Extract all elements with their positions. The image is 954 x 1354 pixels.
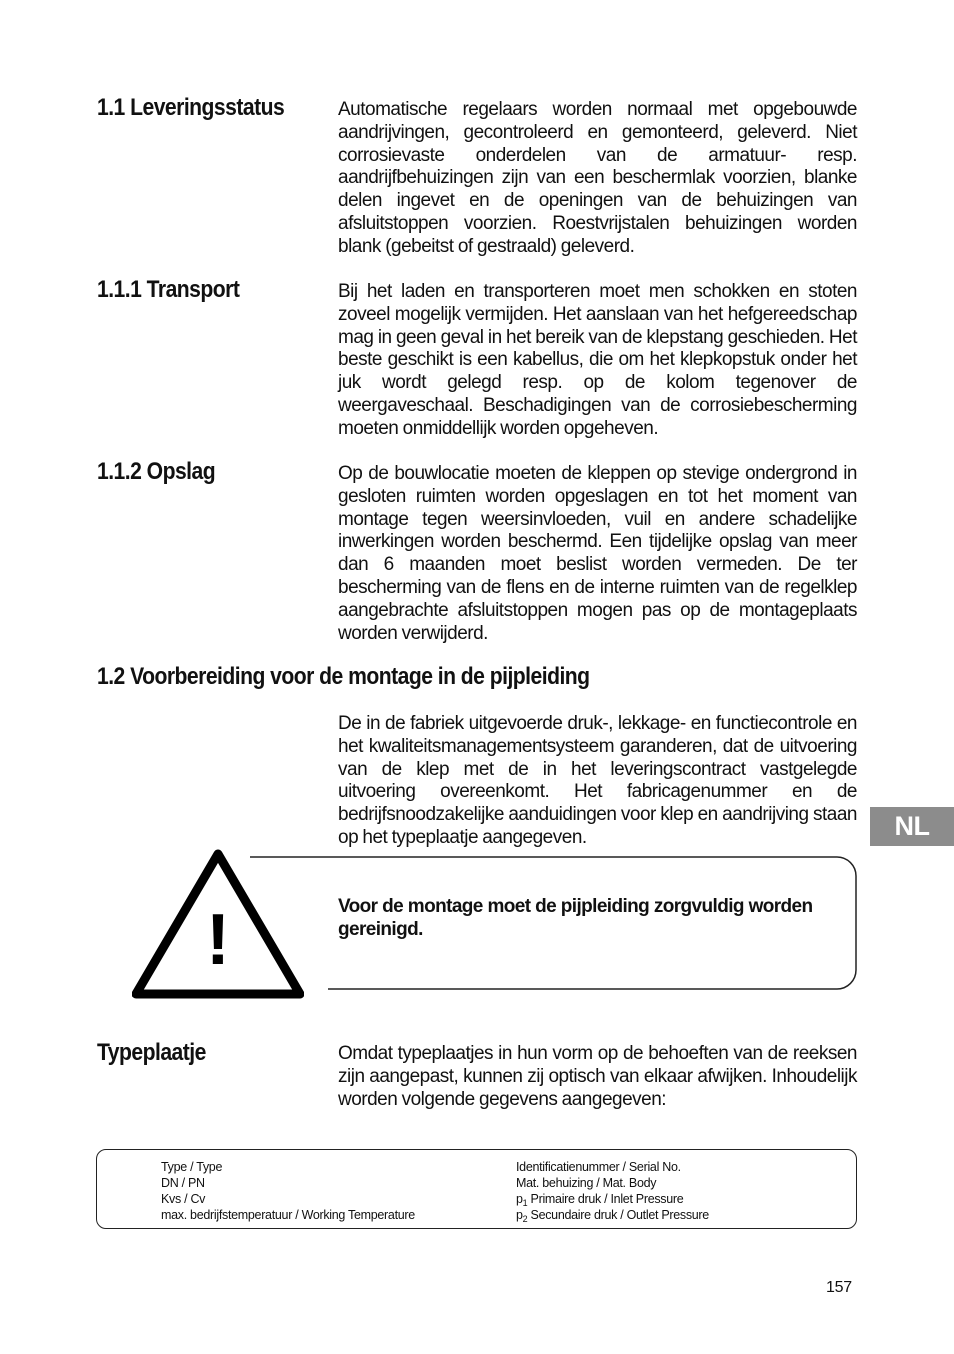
section-heading-voorbereiding: 1.2 Voorbereiding voor de montage in de pijpleiding (97, 663, 590, 690)
section-heading-typeplaatje: Typeplaatje (97, 1039, 206, 1066)
section-text-typeplaatje: Omdat typeplaatjes in hun vorm op de behoeften van de reeksen zijn aangepast, kunnen zij optisch van elkaar afwijken. Inhoudelijk worden volgende gegevens aangegeven: (338, 1043, 857, 1110)
type-plate-field-dn-pn: DN / PN (161, 1176, 205, 1190)
type-plate-right-column (516, 1159, 709, 1223)
section-text-leveringsstatus: Automatische regelaars worden normaal met opgebouwde aandrijvingen, gecontroleerd en gemonteerd, geleverd. Niet corrosievaste onderdelen van de armatuur- resp. aandrijfbehuizingen zijn van een beschermlak voorzien, blanke delen ingevet en de openingen van de behuizingen van afsluitstoppen voorzien. Roestvrijstalen behuizingen worden blank (gebeitst of gestraald) geleverd. (338, 99, 857, 257)
section-text-transport: Bij het laden en transporteren moet men schokken en stoten zoveel mogelijk vermijden. Het aanslaan van het hefgereedschap mag in geen geval in het bereik van de klepstang geschieden. Het beste geschikt is een kabellus, die om het klepkopstuk onder het juk wordt gelegd resp. op de kolom tegenover de weergaveschaal. Beschadigingen van de corrosiebescherming moeten onmiddellijk worden opgeheven. (338, 281, 857, 439)
warning-text: Voor de montage moet de pijpleiding zorgvuldig worden gereinigd. (338, 896, 813, 940)
p2-label: Secundaire druk / Outlet Pressure (527, 1208, 709, 1222)
p2-subscript: 2 (522, 1214, 528, 1224)
type-plate-field-serial: Identificatienummer / Serial No. (516, 1160, 681, 1174)
section-heading-transport: 1.1.1 Transport (97, 276, 240, 303)
language-tab: NL (870, 807, 954, 846)
type-plate-left-column (161, 1159, 415, 1223)
section-heading-leveringsstatus: 1.1 Leveringsstatus (97, 94, 285, 121)
type-plate-field-kvs-cv: Kvs / Cv (161, 1192, 206, 1206)
type-plate-field-mat-body: Mat. behuizing / Mat. Body (516, 1176, 657, 1190)
type-plate-field-type: Type / Type (161, 1160, 223, 1174)
section-text-voorbereiding: De in de fabriek uitgevoerde druk-, lekkage- en functiecontrole en het kwaliteitsmanagementsysteem garanderen, dat de uitvoering van de klep met de in het leveringscontract vastgelegde uitvoering overeenkomt. Het fabricagenummer en de bedrijfsnoodzakelijke aanduidingen voor klep en aandrijving staan op het typeplaatje aangegeven. (338, 713, 857, 848)
section-heading-opslag: 1.1.2 Opslag (97, 458, 216, 485)
p1-symbol: p (516, 1192, 523, 1206)
page-number: 157 (826, 1279, 852, 1296)
type-plate-field-p1 (516, 1191, 709, 1207)
type-plate-box (96, 1149, 857, 1229)
type-plate-field-p2 (516, 1207, 709, 1223)
warning-triangle-icon (132, 848, 304, 1000)
p1-subscript: 1 (522, 1198, 528, 1208)
p2-symbol: p (516, 1208, 523, 1222)
section-text-opslag: Op de bouwlocatie moeten de kleppen op stevige ondergrond in gesloten ruimten worden opgeslagen en tot het moment van montage tegen weersinvloeden, vuil en andere schadelijke inwerkingen worden beschermd. Een tijdelijke opslag van meer dan 6 maanden moet beslist worden vermeden. De ter bescherming van de flens en de interne ruimten van de regelklep aangebrachte afsluitstoppen mogen pas op de montageplaats worden verwijderd. (338, 463, 857, 644)
warning-exclamation-icon: ! (206, 900, 230, 980)
type-plate-field-max-temperature: max. bedrijfstemperatuur / Working Temperature (161, 1208, 415, 1222)
p1-label: Primaire druk / Inlet Pressure (527, 1192, 684, 1206)
